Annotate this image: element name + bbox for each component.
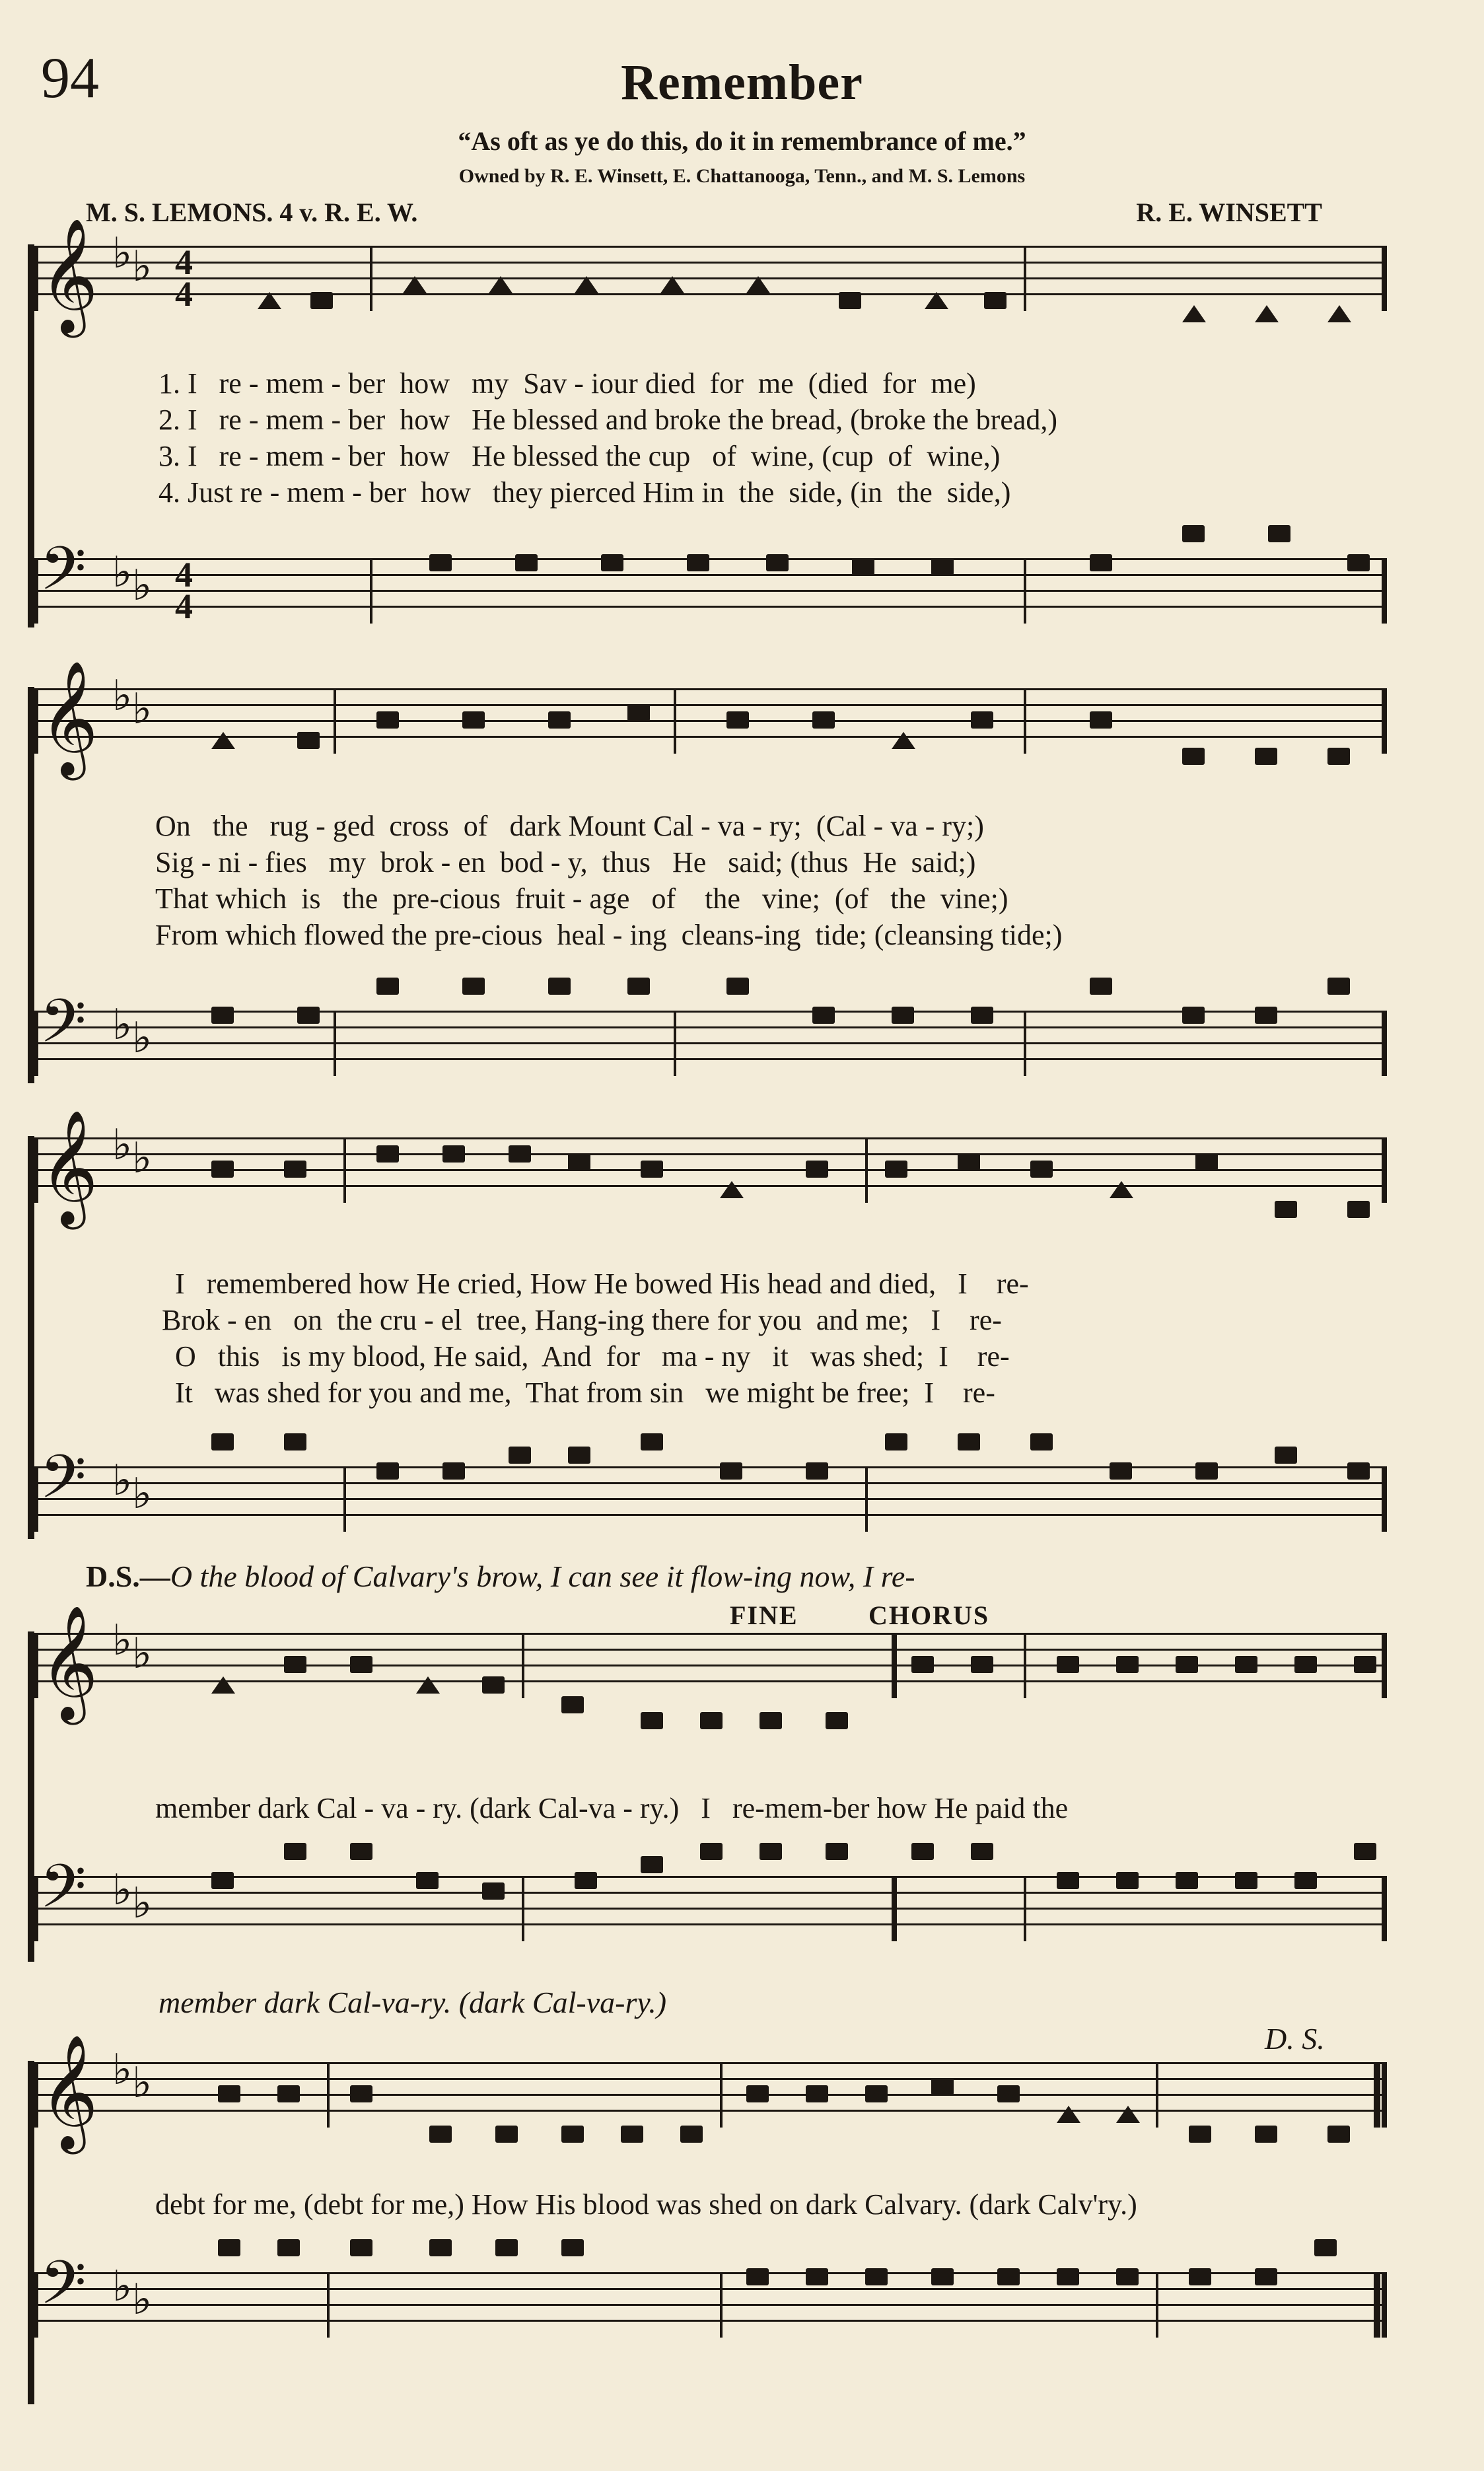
chorus-label: CHORUS <box>868 1600 990 1630</box>
bass-staff <box>33 986 1387 1074</box>
note <box>1327 2126 1350 2143</box>
note <box>561 1696 584 1713</box>
bass-staff <box>33 534 1387 626</box>
flat-icon: ♭ <box>112 1121 133 1170</box>
note <box>1110 1181 1133 1198</box>
note <box>482 1882 505 1900</box>
bar-line <box>720 2062 723 2128</box>
double-bar-line <box>892 1633 897 1698</box>
flat-icon: ♭ <box>132 1134 153 1183</box>
note <box>885 1161 907 1178</box>
bar-line <box>1156 2062 1158 2128</box>
bar-line <box>327 2272 330 2338</box>
note <box>495 2239 518 2256</box>
bar-line <box>522 1633 524 1698</box>
note <box>548 978 571 995</box>
bar-line <box>1024 1876 1026 1941</box>
flat-icon: ♭ <box>132 561 153 610</box>
note <box>720 1462 742 1480</box>
note <box>509 1145 531 1163</box>
note <box>1294 1656 1317 1673</box>
note <box>1189 2126 1211 2143</box>
bar-line <box>865 1466 868 1532</box>
ds-prefix: D.S.— <box>86 1559 170 1593</box>
note <box>1057 2106 1080 2123</box>
bar-line <box>1156 2272 1158 2338</box>
note <box>350 1843 372 1860</box>
bass-staff <box>33 2248 1387 2336</box>
bass-clef-icon: 𝄢 <box>40 1442 87 1526</box>
note <box>1347 1201 1370 1218</box>
verse-3-line: That which is the pre-cious fruit - age of the vine; (of the vine;) <box>155 882 1008 915</box>
note <box>1255 748 1277 765</box>
note <box>310 292 333 309</box>
note <box>1057 1656 1079 1673</box>
flat-icon: ♭ <box>112 548 133 597</box>
flat-icon: ♭ <box>132 1470 153 1519</box>
flat-icon: ♭ <box>112 672 133 721</box>
note <box>700 1843 723 1860</box>
note <box>568 1447 590 1464</box>
note <box>931 2268 954 2285</box>
note <box>865 2268 888 2285</box>
note <box>700 1712 723 1729</box>
note <box>1030 1433 1053 1450</box>
bar-line <box>522 1876 524 1941</box>
note <box>1327 748 1350 765</box>
note <box>297 1007 320 1024</box>
note <box>892 732 915 749</box>
bar-line <box>1024 1011 1026 1076</box>
time-signature-bottom: 4 <box>175 587 193 626</box>
note <box>812 711 835 729</box>
time-signature-top: 4 <box>175 555 193 594</box>
verse-4-line: 4. Just re - mem - ber how they pierced Him in the side, (in the side,) <box>159 476 1011 509</box>
note <box>958 1433 980 1450</box>
note <box>277 2085 300 2102</box>
note <box>218 2239 240 2256</box>
note <box>211 1676 235 1694</box>
note <box>601 554 623 571</box>
note <box>1347 554 1370 571</box>
treble-clef-icon: 𝄞 <box>40 1110 98 1225</box>
verse-1-line: On the rug - ged cross of dark Mount Cal - va - ry; (Cal - va - ry;) <box>155 810 984 842</box>
note <box>1347 1462 1370 1480</box>
note <box>997 2268 1020 2285</box>
note <box>561 2126 584 2143</box>
note <box>627 978 650 995</box>
note <box>1057 2268 1079 2285</box>
bar-line <box>1024 558 1026 624</box>
bass-staff <box>33 1442 1387 1530</box>
note <box>548 711 571 729</box>
note <box>211 1007 234 1024</box>
time-signature-bottom: 4 <box>175 274 193 314</box>
note <box>211 1433 234 1450</box>
note <box>760 1843 782 1860</box>
note <box>442 1462 465 1480</box>
note <box>746 2085 769 2102</box>
note <box>376 711 399 729</box>
note <box>826 1712 848 1729</box>
note <box>1090 554 1112 571</box>
flat-icon: ♭ <box>132 2059 153 2108</box>
note <box>1090 711 1112 729</box>
note <box>1182 748 1205 765</box>
note <box>482 1676 505 1694</box>
note <box>429 2126 452 2143</box>
bar-line <box>370 558 372 624</box>
verse-2-line: 2. I re - mem - ber how He blessed and broke the bread, (broke the bread,) <box>159 404 1058 436</box>
note <box>1182 1007 1205 1024</box>
note <box>812 1007 835 1024</box>
note <box>971 1007 993 1024</box>
note <box>350 2085 372 2102</box>
flat-icon: ♭ <box>132 242 153 291</box>
note <box>931 2078 954 2095</box>
note <box>1354 1843 1376 1860</box>
note <box>806 2268 828 2285</box>
note <box>1314 2239 1337 2256</box>
note <box>1294 1872 1317 1889</box>
note <box>1195 1462 1218 1480</box>
note <box>376 1145 399 1163</box>
hymn-title: Remember <box>621 55 863 110</box>
note <box>806 2085 828 2102</box>
verse-4-line: From which flowed the pre-cious heal - ing cleans-ing tide; (cleansing tide;) <box>155 919 1063 951</box>
note <box>568 1153 590 1170</box>
flat-icon: ♭ <box>132 1879 153 1928</box>
treble-staff <box>33 218 1387 333</box>
flat-icon: ♭ <box>112 1001 133 1050</box>
chorus-lyric-line: member dark Cal - va - ry. (dark Cal-va - ry.) I re-mem-ber how He paid the <box>155 1792 1069 1824</box>
treble-staff <box>33 661 1387 775</box>
bar-line <box>334 688 336 754</box>
verse-3-line: 3. I re - mem - ber how He blessed the cup of wine, (cup of wine,) <box>159 440 1001 472</box>
note <box>575 276 598 293</box>
final-bar-line <box>1374 2272 1380 2338</box>
note <box>1255 305 1279 322</box>
note <box>462 711 485 729</box>
note <box>1275 1447 1297 1464</box>
note <box>429 2239 452 2256</box>
bar-line <box>720 2272 723 2338</box>
note <box>826 1843 848 1860</box>
verse-2-line: Brok - en on the cru - el tree, Hang-ing there for you and me; I re- <box>162 1304 1002 1336</box>
note <box>1255 2268 1277 2285</box>
ds-mark: D. S. <box>1265 2022 1325 2056</box>
note <box>429 554 452 571</box>
flat-icon: ♭ <box>112 1866 133 1915</box>
note <box>660 276 684 293</box>
note <box>931 558 954 575</box>
ds-text: O the blood of Calvary's brow, I can see it flow-ing now, I re- <box>170 1559 915 1593</box>
note <box>416 1676 440 1694</box>
note <box>911 1656 934 1673</box>
note <box>211 732 235 749</box>
bar-line <box>1024 688 1026 754</box>
bass-clef-icon: 𝄢 <box>40 2248 87 2332</box>
note <box>218 2085 240 2102</box>
flat-icon: ♭ <box>132 1014 153 1063</box>
page-number: 94 <box>41 46 99 110</box>
bar-line <box>865 1137 868 1203</box>
note <box>442 1145 465 1163</box>
note <box>726 711 749 729</box>
note <box>971 711 993 729</box>
bar-line <box>370 246 372 311</box>
chorus-lyric-line: debt for me, (debt for me,) How His blood was shed on dark Calvary. (dark Calv'ry.) <box>155 2188 1137 2221</box>
note <box>852 558 874 575</box>
final-bar-line <box>1374 2062 1380 2128</box>
flat-icon: ♭ <box>112 229 133 278</box>
treble-clef-icon: 𝄞 <box>40 1605 98 1720</box>
note <box>284 1656 306 1673</box>
note <box>462 978 485 995</box>
note <box>561 2239 584 2256</box>
note <box>1110 1462 1132 1480</box>
note <box>1116 2106 1140 2123</box>
note <box>297 732 320 749</box>
treble-staff <box>33 1110 1387 1225</box>
note <box>1255 2126 1277 2143</box>
note <box>641 1161 663 1178</box>
note <box>1235 1656 1257 1673</box>
bass-clef-icon: 𝄢 <box>40 534 87 618</box>
note <box>1195 1153 1218 1170</box>
note <box>1116 1872 1139 1889</box>
verse-1-line: 1. I re - mem - ber how my Sav - iour died for me (died for me) <box>159 367 976 400</box>
note <box>971 1843 993 1860</box>
note <box>911 1843 934 1860</box>
double-bar-line <box>892 1876 897 1941</box>
note <box>760 1712 782 1729</box>
note <box>627 704 650 721</box>
note <box>1176 1872 1198 1889</box>
note <box>575 1872 597 1889</box>
bar-line <box>1024 1633 1026 1698</box>
flat-icon: ♭ <box>132 685 153 734</box>
note <box>1090 978 1112 995</box>
flat-icon: ♭ <box>112 2262 133 2311</box>
flat-icon: ♭ <box>112 1616 133 1665</box>
note <box>211 1161 234 1178</box>
note <box>211 1872 234 1889</box>
note <box>746 276 770 293</box>
note <box>680 2126 703 2143</box>
bar-line <box>334 1011 336 1076</box>
bar-line <box>343 1137 346 1203</box>
bar-line <box>343 1466 346 1532</box>
note <box>1255 1007 1277 1024</box>
composer-credit: R. E. WINSETT <box>1136 197 1322 227</box>
bar-line <box>327 2062 330 2128</box>
note <box>746 2268 769 2285</box>
note <box>1182 525 1205 542</box>
note <box>687 554 709 571</box>
verse-2-line: Sig - ni - fies my brok - en bod - y, thus He said; (thus He said;) <box>155 846 976 878</box>
verse-3-line: O this is my blood, He said, And for ma - ny it was shed; I re- <box>175 1340 1010 1373</box>
author-credit: M. S. LEMONS. 4 v. R. E. W. <box>86 197 418 227</box>
fine-label: FINE <box>730 1600 798 1630</box>
note <box>958 1153 980 1170</box>
note <box>1235 1872 1257 1889</box>
treble-clef-icon: 𝄞 <box>40 2034 98 2149</box>
note <box>416 1872 439 1889</box>
note <box>641 1712 663 1729</box>
scripture-quote: “As oft as ye do this, do it in remembrance of me.” <box>458 126 1026 156</box>
note <box>885 1433 907 1450</box>
note <box>1354 1656 1376 1673</box>
note <box>376 1462 399 1480</box>
verse-1-line: I remembered how He cried, How He bowed His head and died, I re- <box>175 1268 1029 1300</box>
note <box>806 1161 828 1178</box>
note <box>839 292 861 309</box>
note <box>641 1856 663 1873</box>
note <box>1268 525 1290 542</box>
bass-staff <box>33 1851 1387 1939</box>
ds-instruction <box>86 1559 915 1594</box>
flat-icon: ♭ <box>132 2275 153 2324</box>
ds-ending-lyric: member dark Cal-va-ry. (dark Cal-va-ry.) <box>159 1986 667 2019</box>
note <box>1189 2268 1211 2285</box>
note <box>865 2085 888 2102</box>
note <box>1116 2268 1139 2285</box>
copyright-notice: Owned by R. E. Winsett, E. Chattanooga, Tenn., and M. S. Lemons <box>458 165 1026 187</box>
note <box>1030 1161 1053 1178</box>
note <box>515 554 538 571</box>
bar-line <box>1024 246 1026 311</box>
bass-clef-icon: 𝄢 <box>40 986 87 1071</box>
note <box>997 2085 1020 2102</box>
flat-icon: ♭ <box>132 1629 153 1678</box>
note <box>284 1843 306 1860</box>
note <box>1327 978 1350 995</box>
note <box>720 1181 744 1198</box>
note <box>892 1007 914 1024</box>
note <box>1182 305 1206 322</box>
note <box>509 1447 531 1464</box>
note <box>350 2239 372 2256</box>
note <box>284 1433 306 1450</box>
treble-clef-icon: 𝄞 <box>40 661 98 775</box>
bar-line <box>674 1011 676 1076</box>
note <box>258 292 281 309</box>
note <box>984 292 1007 309</box>
note <box>766 554 789 571</box>
flat-icon: ♭ <box>112 1456 133 1505</box>
note <box>641 1433 663 1450</box>
note <box>1116 1656 1139 1673</box>
treble-clef-icon: 𝄞 <box>40 218 98 333</box>
note <box>726 978 749 995</box>
time-signature-top: 4 <box>175 242 193 282</box>
note <box>376 978 399 995</box>
note <box>489 276 512 293</box>
note <box>1275 1201 1297 1218</box>
note <box>1176 1656 1198 1673</box>
note <box>806 1462 828 1480</box>
bar-line <box>674 688 676 754</box>
flat-icon: ♭ <box>112 2046 133 2095</box>
note <box>1057 1872 1079 1889</box>
bass-clef-icon: 𝄢 <box>40 1851 87 1936</box>
note <box>403 276 427 293</box>
note <box>350 1656 372 1673</box>
note <box>971 1656 993 1673</box>
note <box>1327 305 1351 322</box>
verse-4-line: It was shed for you and me, That from sin we might be free; I re- <box>175 1377 995 1409</box>
note <box>621 2126 643 2143</box>
note <box>925 292 948 309</box>
note <box>495 2126 518 2143</box>
note <box>277 2239 300 2256</box>
note <box>284 1161 306 1178</box>
